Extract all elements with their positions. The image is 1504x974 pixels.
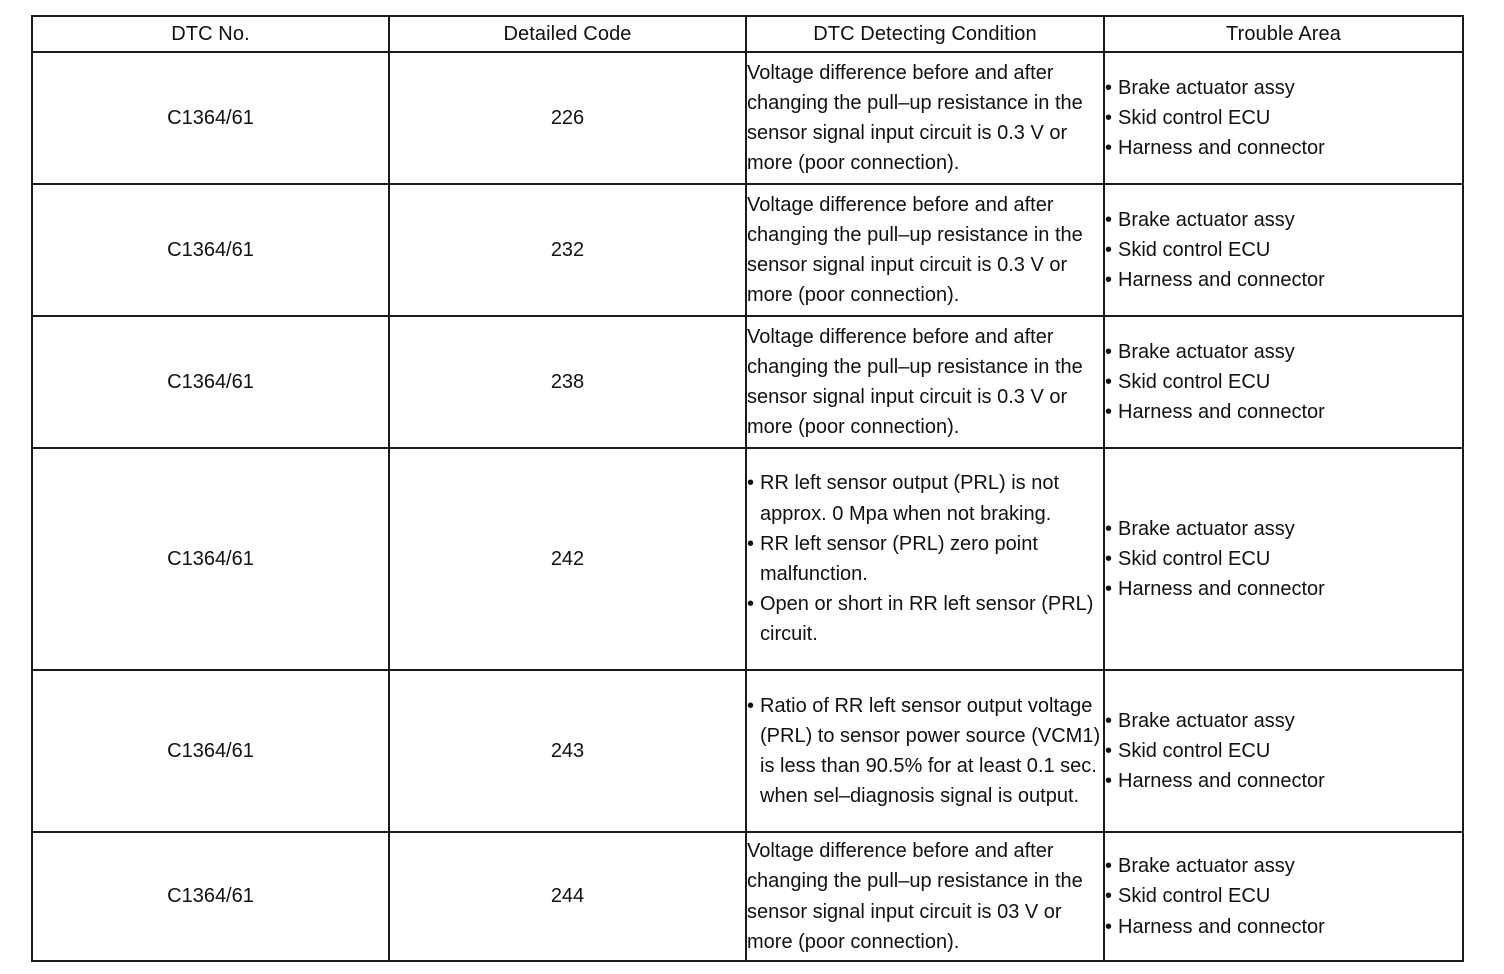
dtc-table — [31, 15, 1464, 962]
code-cell: 226 — [389, 52, 746, 184]
list-item: • Harness and connector — [1105, 397, 1462, 427]
header-detailed-code: Detailed Code — [389, 16, 746, 52]
condition-list — [747, 468, 1103, 649]
header-trouble-area: Trouble Area — [1104, 16, 1463, 52]
list-item: • Skid control ECU — [1105, 544, 1462, 574]
table-row — [32, 316, 1463, 448]
dtc-cell: C1364/61 — [32, 448, 389, 670]
dtc-cell: C1364/61 — [32, 184, 389, 316]
trouble-area-list — [1105, 851, 1462, 942]
dtc-cell: C1364/61 — [32, 316, 389, 448]
list-item: • Harness and connector — [1105, 912, 1462, 942]
list-item: • Brake actuator assy — [1105, 851, 1462, 881]
trouble-area-list — [1105, 205, 1462, 296]
list-item: • Skid control ECU — [1105, 367, 1462, 397]
dtc-cell: C1364/61 — [32, 670, 389, 832]
table-row — [32, 448, 1463, 670]
condition-cell: Voltage difference before and after changing the pull–up resistance in the sensor signal input circuit is 0.3 V or more (poor connection). — [746, 52, 1104, 184]
table-row — [32, 52, 1463, 184]
dtc-cell: C1364/61 — [32, 832, 389, 961]
condition-cell: Voltage difference before and after changing the pull–up resistance in the sensor signal input circuit is 0.3 V or more (poor connection). — [746, 316, 1104, 448]
table-row — [32, 832, 1463, 961]
list-item: • Brake actuator assy — [1105, 706, 1462, 736]
trouble-area-cell — [1104, 448, 1463, 670]
code-cell: 243 — [389, 670, 746, 832]
list-item: • Ratio of RR left sensor output voltage (PRL) to sensor power source (VCM1) is less than 90.5% for at least 0.1 sec. when sel–diagnosis signal is output. — [747, 691, 1103, 812]
table-row — [32, 670, 1463, 832]
list-item: • Brake actuator assy — [1105, 73, 1462, 103]
list-item: • Skid control ECU — [1105, 736, 1462, 766]
condition-cell: Voltage difference before and after changing the pull–up resistance in the sensor signal input circuit is 03 V or more (poor connection). — [746, 832, 1104, 961]
code-cell: 244 — [389, 832, 746, 961]
trouble-area-cell — [1104, 184, 1463, 316]
list-item: • Brake actuator assy — [1105, 205, 1462, 235]
condition-cell — [746, 448, 1104, 670]
list-item: • Harness and connector — [1105, 766, 1462, 796]
trouble-area-cell — [1104, 670, 1463, 832]
list-item: • Skid control ECU — [1105, 881, 1462, 911]
trouble-area-cell — [1104, 832, 1463, 961]
condition-list — [747, 691, 1103, 812]
trouble-area-cell — [1104, 52, 1463, 184]
list-item: • Brake actuator assy — [1105, 337, 1462, 367]
condition-cell: Voltage difference before and after changing the pull–up resistance in the sensor signal input circuit is 0.3 V or more (poor connection). — [746, 184, 1104, 316]
code-cell: 232 — [389, 184, 746, 316]
list-item: • Harness and connector — [1105, 265, 1462, 295]
list-item: • RR left sensor (PRL) zero point malfunction. — [747, 529, 1103, 589]
list-item: • Open or short in RR left sensor (PRL) circuit. — [747, 589, 1103, 649]
trouble-area-cell — [1104, 316, 1463, 448]
header-row — [32, 16, 1463, 52]
list-item: • Skid control ECU — [1105, 103, 1462, 133]
condition-cell — [746, 670, 1104, 832]
trouble-area-list — [1105, 706, 1462, 797]
list-item: • Skid control ECU — [1105, 235, 1462, 265]
code-cell: 238 — [389, 316, 746, 448]
table-row — [32, 184, 1463, 316]
header-detecting-condition: DTC Detecting Condition — [746, 16, 1104, 52]
list-item: • Harness and connector — [1105, 133, 1462, 163]
header-dtc-no: DTC No. — [32, 16, 389, 52]
list-item: • Harness and connector — [1105, 574, 1462, 604]
trouble-area-list — [1105, 73, 1462, 164]
dtc-cell: C1364/61 — [32, 52, 389, 184]
code-cell: 242 — [389, 448, 746, 670]
list-item: • RR left sensor output (PRL) is not approx. 0 Mpa when not braking. — [747, 468, 1103, 528]
trouble-area-list — [1105, 337, 1462, 428]
trouble-area-list — [1105, 514, 1462, 605]
list-item: • Brake actuator assy — [1105, 514, 1462, 544]
